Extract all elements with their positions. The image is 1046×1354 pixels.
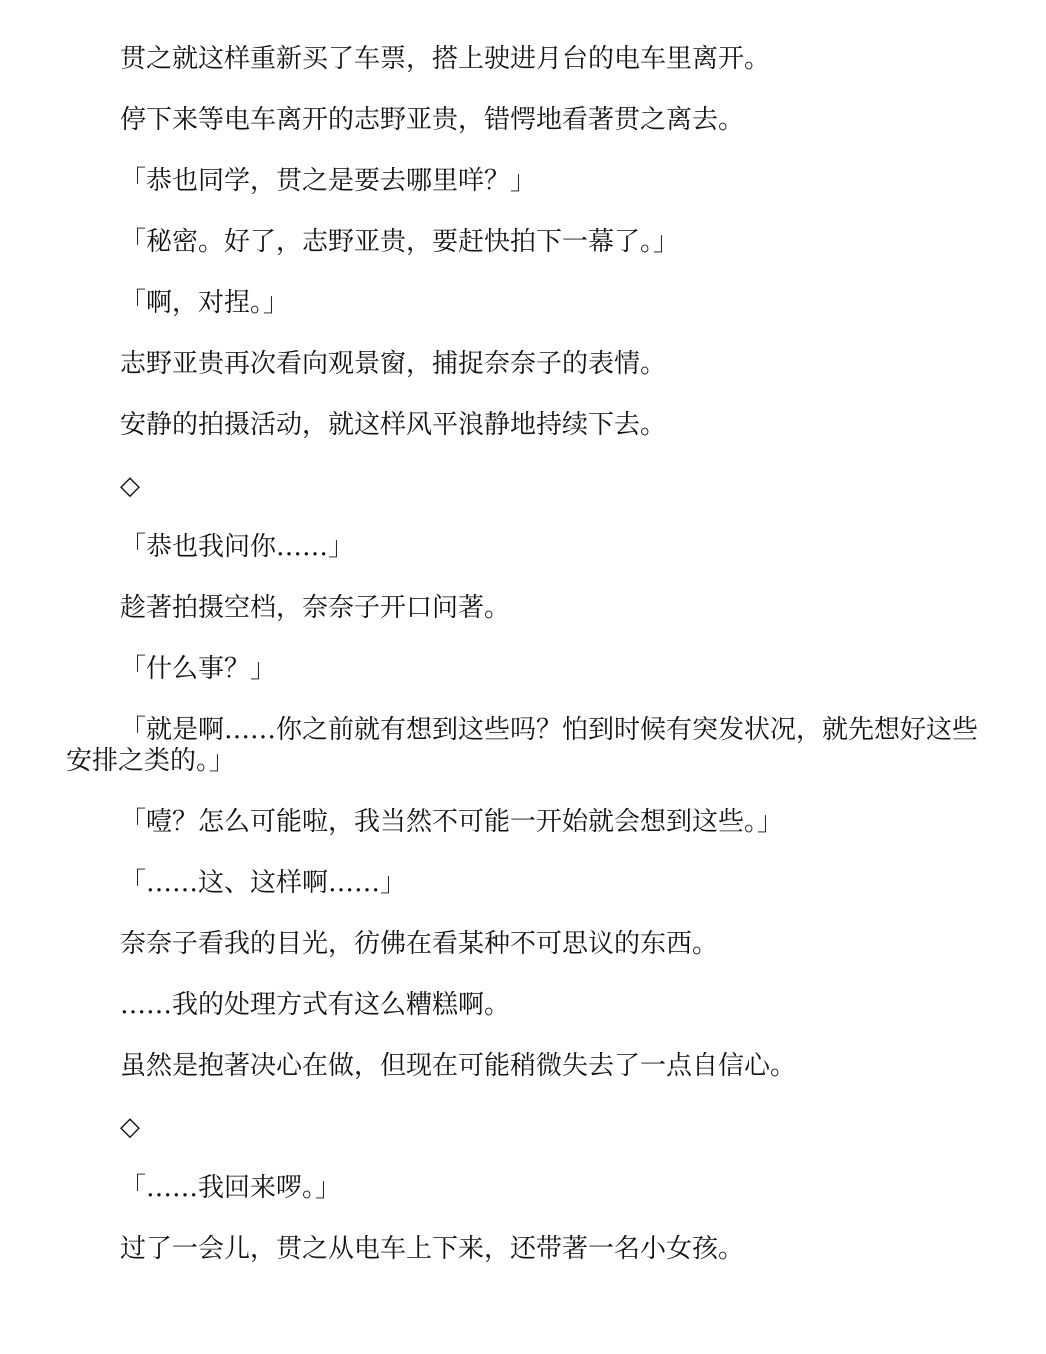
dialogue-paragraph: 「啊，对捏。」 xyxy=(120,288,290,318)
paragraph: 安静的拍摄活动，就这样风平浪静地持续下去。 xyxy=(120,410,667,440)
dialogue-paragraph: 「什么事？」 xyxy=(120,654,277,684)
dialogue-paragraph: 「恭也同学，贯之是要去哪里咩？」 xyxy=(120,166,537,196)
paragraph: ……我的处理方式有这么糟糕啊。 xyxy=(120,990,511,1020)
paragraph: 贯之就这样重新买了车票，搭上驶进月台的电车里离开。 xyxy=(120,44,771,74)
paragraph: 虽然是抱著决心在做，但现在可能稍微失去了一点自信心。 xyxy=(120,1051,797,1081)
dialogue-paragraph: 「……我回来啰。」 xyxy=(120,1173,342,1203)
dialogue-paragraph: 「……这、这样啊……」 xyxy=(120,868,407,898)
paragraph: 停下来等电车离开的志野亚贵，错愕地看著贯之离去。 xyxy=(120,105,745,135)
dialogue-paragraph: 「恭也我问你……」 xyxy=(120,532,355,562)
dialogue-paragraph: 「噎？怎么可能啦，我当然不可能一开始就会想到这些。」 xyxy=(120,807,784,837)
document-page xyxy=(66,44,978,1295)
scene-break-divider: ◇ xyxy=(120,1112,140,1142)
scene-break-divider: ◇ xyxy=(120,471,140,501)
paragraph: 趁著拍摄空档，奈奈子开口问著。 xyxy=(120,593,511,623)
paragraph: 奈奈子看我的目光，彷佛在看某种不可思议的东西。 xyxy=(120,929,719,959)
dialogue-paragraph: 「秘密。好了，志野亚贵，要赶快拍下一幕了。」 xyxy=(120,227,680,257)
paragraph: 志野亚贵再次看向观景窗，捕捉奈奈子的表情。 xyxy=(120,349,667,379)
paragraph: 过了一会儿，贯之从电车上下来，还带著一名小女孩。 xyxy=(120,1234,745,1264)
dialogue-paragraph: 「就是啊……你之前就有想到这些吗？怕到时候有突发状况，就先想好这些安排之类的。」 xyxy=(66,715,979,776)
